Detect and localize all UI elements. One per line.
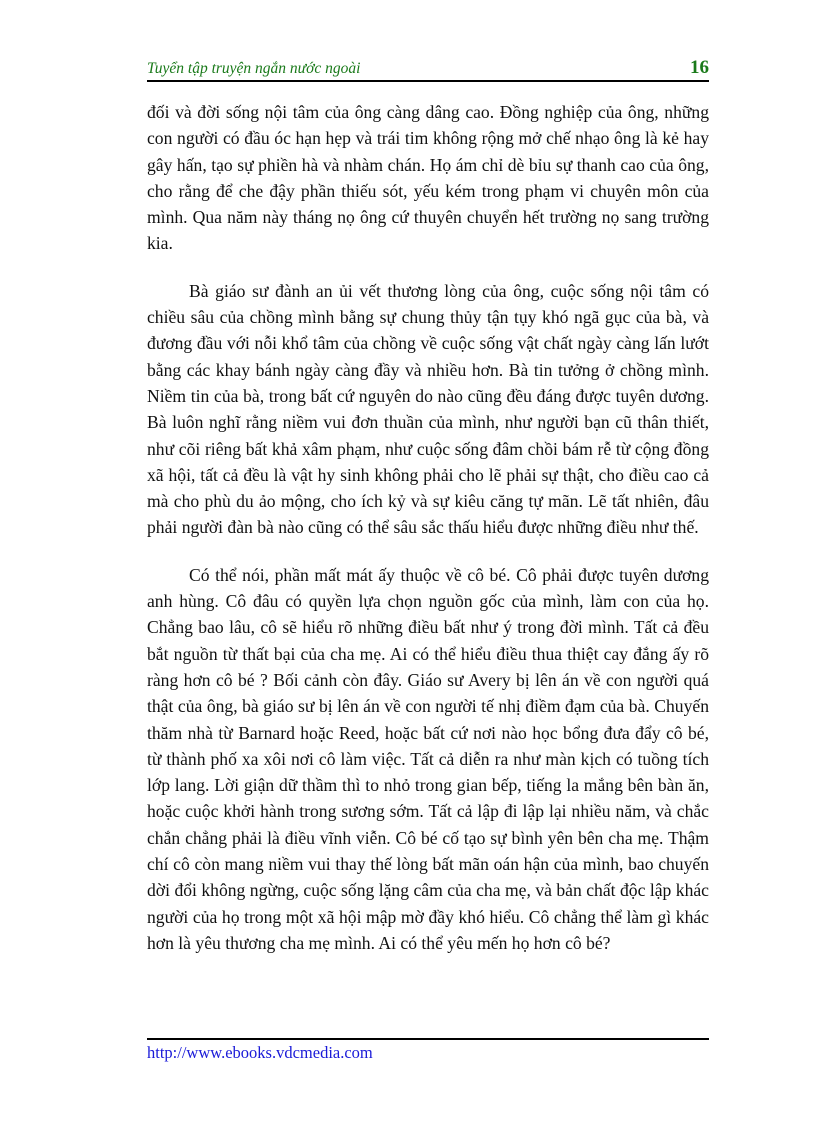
header-title: Tuyển tập truyện ngắn nước ngoài (147, 60, 361, 77)
paragraph-1: đối và đời sống nội tâm của ông càng dâng cao. Đồng nghiệp của ông, những con người có đầu óc hạn hẹp và trái tim không rộng mở chế nhạo ông là kẻ hay gây hấn, tạo sự phiền hà và nhàm chán. Họ ám chỉ dè bỉu sự thanh cao của ông, cho rằng để che đậy phần thiếu sót, yếu kém trong phạm vi chuyên môn của mình. Qua năm này tháng nọ ông cứ thuyên chuyển hết trường nọ sang trường kia. (147, 102, 709, 254)
footer-divider (147, 1038, 709, 1040)
footer-link[interactable]: http://www.ebooks.vdcmedia.com (147, 1043, 373, 1062)
page-header (147, 58, 709, 82)
body-text (147, 99, 709, 956)
paragraph-3: Có thể nói, phần mất mát ấy thuộc về cô bé. Cô phải được tuyên dương anh hùng. Cô đâu có quyền lựa chọn nguồn gốc của mình, làm con của họ. Chẳng bao lâu, cô sẽ hiểu rõ những điều bất như ý trong đời mình. Tất cả đều bắt nguồn từ thất bại của cha mẹ. Ai có thể hiểu điều thua thiệt cay đắng ấy rõ ràng hơn cô bé ? Bối cảnh còn đây. Giáo sư Avery bị lên án về con người quá thật của ông, bà giáo sư bị lên án về con người tế nhị điềm đạm của bà. Chuyến thăm nhà từ Barnard hoặc Reed, hoặc bất cứ nơi nào học bổng đưa đẩy cô bé, từ thành phố xa xôi nơi cô làm việc. Tất cả diễn ra như màn kịch có tuồng tích lớp lang. Lời giận dữ thầm thì to nhỏ trong gian bếp, tiếng la mắng bên bàn ăn, hoặc cuộc khởi hành trong sương sớm. Tất cả lập đi lập lại nhiều năm, và chắc chắn chẳng phải là điều vĩnh viễn. Cô bé cố tạo sự bình yên bên cha mẹ. Thậm chí cô còn mang niềm vui thay thế lòng bất mãn oán hận của mình, bao chuyến dời đổi không ngừng, cuộc sống lặng câm của cha mẹ, và bản chất độc lập khác người của họ trong một xã hội mập mờ đầy khó hiểu. Cô chẳng thể làm gì khác hơn là yêu thương cha mẹ mình. Ai có thể yêu mến họ hơn cô bé? (147, 564, 709, 953)
paragraph-2: Bà giáo sư đành an ủi vết thương lòng của ông, cuộc sống nội tâm có chiều sâu của chồng mình bằng sự chung thủy tận tụy khó ngã gục của bà, và đương đầu với nỗi khổ tâm của chồng về cuộc sống vật chất ngày càng lấn lướt bằng các khay bánh ngày càng đầy và nhiều hơn. Bà tin tưởng ở chồng mình. Niềm tin của bà, trong bất cứ nguyên do nào cũng đều đáng được tuyên dương. Bà luôn nghĩ rằng niềm vui đơn thuần của mình, như người bạn cũ thân thiết, như cõi riêng bất khả xâm phạm, như cuộc sống đâm chồi bám rễ từ cộng đồng xã hội, tất cả đều là vật hy sinh không phải cho lẽ phải sự thật, cho điều cao cả mà cho phù du ảo mộng, cho ích kỷ và sự kiêu căng tự mãn. Lẽ tất nhiên, đâu phải người đàn bà nào cũng có thể sâu sắc thấu hiểu được những điều như thế. (147, 280, 709, 538)
page-number: 16 (690, 57, 709, 78)
